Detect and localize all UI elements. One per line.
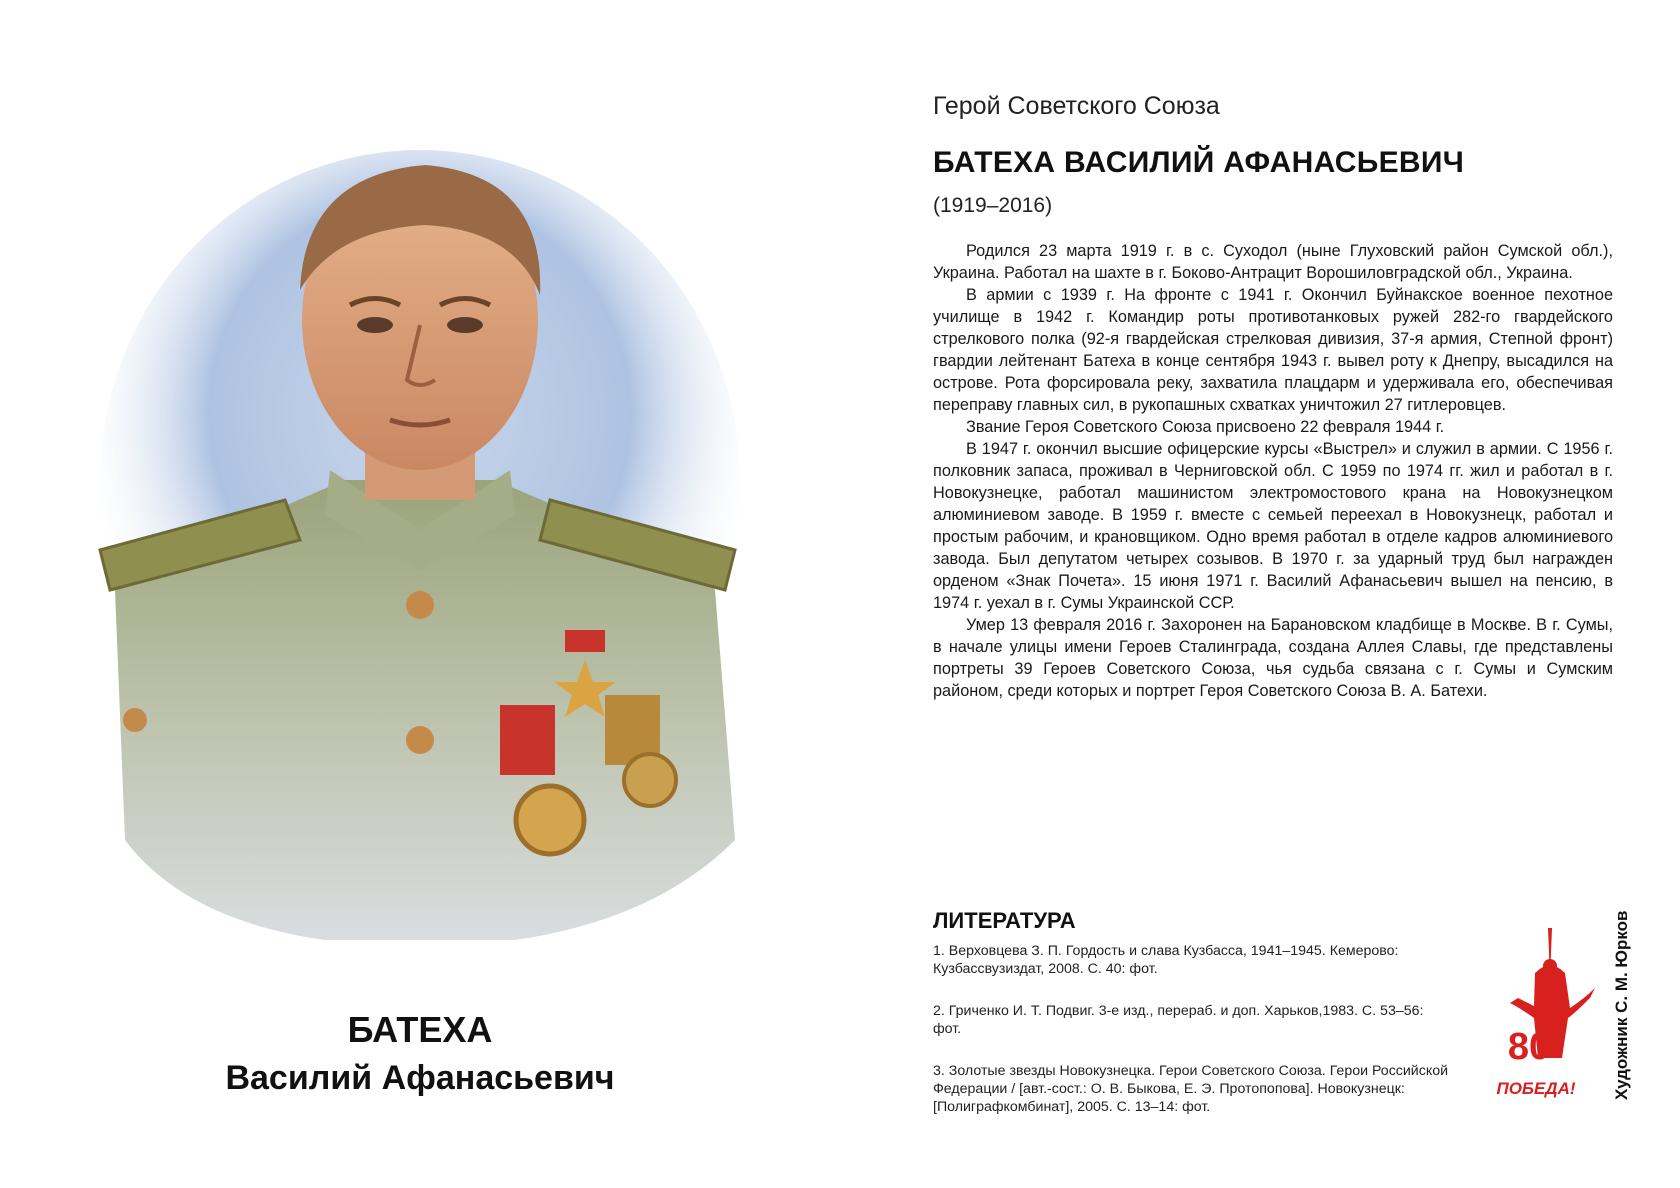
right-eye	[447, 317, 483, 333]
tunic-button	[406, 591, 434, 619]
hero-portrait	[95, 120, 745, 960]
tunic-button	[123, 708, 147, 732]
literature-item: 1. Верховцева З. П. Гордость и слава Кузбасса, 1941–1945. Кемерово: Кузбассвузиздат, 2008. С. 40: фот.	[933, 943, 1399, 977]
literature-heading: ЛИТЕРАТУРА	[933, 908, 1076, 933]
literature-item: 2. Гриченко И. Т. Подвиг. 3-е изд., перераб. и доп. Харьков,1983. С. 53–56: фот.	[933, 1003, 1424, 1037]
portrait-caption-given-name: Василий Афанасьевич	[225, 1059, 615, 1097]
victory-badge-number: 80	[1507, 1026, 1551, 1068]
order-ribbon	[500, 705, 555, 775]
life-years: (1919–2016)	[933, 194, 1053, 217]
right-page	[840, 0, 1680, 1188]
medal	[624, 754, 676, 806]
tunic-button	[406, 726, 434, 754]
hero-title-label: Герой Советского Союза	[933, 92, 1220, 120]
hero-star-ribbon	[565, 630, 605, 652]
left-eye	[357, 317, 393, 333]
artist-credit: Художник С. М. Юрков	[1612, 910, 1631, 1100]
bio-paragraph: Умер 13 февраля 2016 г. Захоронен на Барановском кладбище в Москве. В г. Сумы, в начале улицы имени Героев Сталинграда, создана Аллея Славы, где представлены портреты 39 Героев Советского Союза, чья судьба связана с г. Сумы и Сумским районом, среди которых и портрет Героя Советского Союза В. А. Батехи.	[933, 616, 1613, 700]
victory-badge-word: ПОБЕДА!	[1496, 1079, 1576, 1098]
biography	[933, 240, 1613, 702]
bio-paragraph: Звание Героя Советского Союза присвоено 22 февраля 1944 г.	[966, 418, 1445, 436]
bio-paragraph: В 1947 г. окончил высшие офицерские курсы «Выстрел» и служил в армии. С 1956 г. полковник запаса, проживал в Черниговской обл. С 1959 по 1974 гг. жил и работал в г. Новокузнецке, работал машинистом электромостового крана на Новокузнецком алюминиевом заводе. В 1959 г. вместе с семьей переехал в Новокузнецк, работал и простым рабочим, и крановщиком. Одно время работал в отделе кадров алюминиевого завода. Был депутатом четырех созывов. В 1970 г. за ударный труд был награжден орденом «Знак Почета». 15 июня 1971 г. Василий Афанасьевич вышел на пенсию, в 1974 г. уехал в г. Сумы Украинской ССР.	[933, 440, 1613, 612]
portrait-caption-surname: БАТЕХА	[347, 1009, 493, 1050]
bio-paragraph: В армии с 1939 г. На фронте с 1941 г. Окончил Буйнакское военное пехотное училище в 1942 г. Командир роты противотанковых ружей 282-го гвардейского стрелкового полка (92-я гвардейская стрелковая дивизия, 37-я армия, Степной фронт) гвардии лейтенант Батеха в конце сентября 1943 г. вывел роту к Днепру, высадился на острове. Рота форсировала реку, захватила плацдарм и удерживала его, обеспечивая переправу главных сил, в рукопашных схватках уничтожил 27 гитлеровцев.	[933, 286, 1613, 414]
bio-paragraph: Родился 23 марта 1919 г. в с. Суходол (ныне Глуховский район Сумской обл.), Украина. Работал на шахте в г. Боково-Антрацит Ворошиловградской обл., Украина.	[933, 242, 1613, 282]
hero-full-name: БАТЕХА ВАСИЛИЙ АФАНАСЬЕВИЧ	[933, 146, 1465, 179]
portrait-drawing	[95, 120, 745, 960]
order-of-lenin	[516, 786, 584, 854]
literature-item: 3. Золотые звезды Новокузнецка. Герои Советского Союза. Герои Российской Федерации / [авт.-сост.: О. В. Быкова, Е. Э. Протопопова]. Новокузнецк: [Полиграфкомбинат], 2005. С. 13–14: фот.	[933, 1063, 1449, 1115]
literature-list	[933, 942, 1453, 1140]
